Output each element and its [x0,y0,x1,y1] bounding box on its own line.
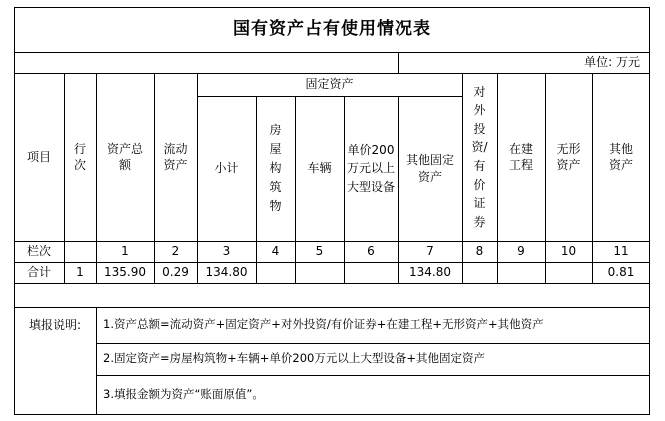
column-number: 9 [517,244,525,259]
header-investments: 对外投资/有价证券 [471,84,488,229]
header-current-assets: 流动资产 [163,141,188,172]
header-item: 项目 [26,149,51,164]
note-item: 1.资产总额=流动资产+固定资产+对外投资/有价证券+在建工程+无形资产+其他资产 [103,317,544,332]
header-other-assets: 其他资产 [608,141,633,172]
total-assets-value: 135.90 [104,265,146,280]
header-subtotal: 小计 [214,161,239,176]
subtotal-value: 134.80 [205,265,248,280]
note-item: 2.固定资产=房屋构筑物+车辆+单价200万元以上大型设备+其他固定资产 [103,351,485,366]
column-number: 6 [367,244,375,259]
note-item: 3.填报金额为资产“账面原值”。 [103,387,264,402]
page-title: 国有资产占有使用情况表 [233,19,431,40]
header-row-no: 行次 [73,141,86,172]
unit-label: 单位: 万元 [584,55,640,70]
intangible-value [545,262,592,283]
large-equipment-value [344,262,398,283]
header-buildings: 房屋构筑物 [269,122,282,214]
other-assets-value: 0.81 [607,265,635,280]
total-row-number: 1 [76,265,84,280]
column-number: 2 [171,244,180,259]
buildings-value [256,262,295,283]
construction-value [497,262,545,283]
column-number: 7 [426,244,434,259]
column-number: 4 [271,244,280,259]
notes-label: 填报说明: [28,317,82,332]
header-fixed-assets: 固定资产 [305,77,354,92]
header-total-assets: 资产总额 [106,141,143,172]
column-number: 8 [475,244,484,259]
investments-value [462,262,497,283]
other-fixed-value: 134.80 [409,265,451,280]
column-number: 1 [121,244,129,259]
header-other-fixed: 其他固定资产 [405,153,454,184]
total-row-label: 合计 [26,265,51,280]
header-vehicles: 车辆 [307,161,332,176]
vehicles-value [295,262,344,283]
column-number: 3 [222,244,231,259]
header-large-equipment: 单价200万元以上大型设备 [346,142,395,194]
column-number: 11 [613,244,629,259]
column-row-label: 栏次 [26,244,51,259]
header-intangible: 无形资产 [556,141,581,172]
column-number: 5 [315,244,324,259]
current-assets-value: 0.29 [162,265,189,280]
header-construction: 在建工程 [508,141,533,172]
column-number: 10 [560,244,577,259]
